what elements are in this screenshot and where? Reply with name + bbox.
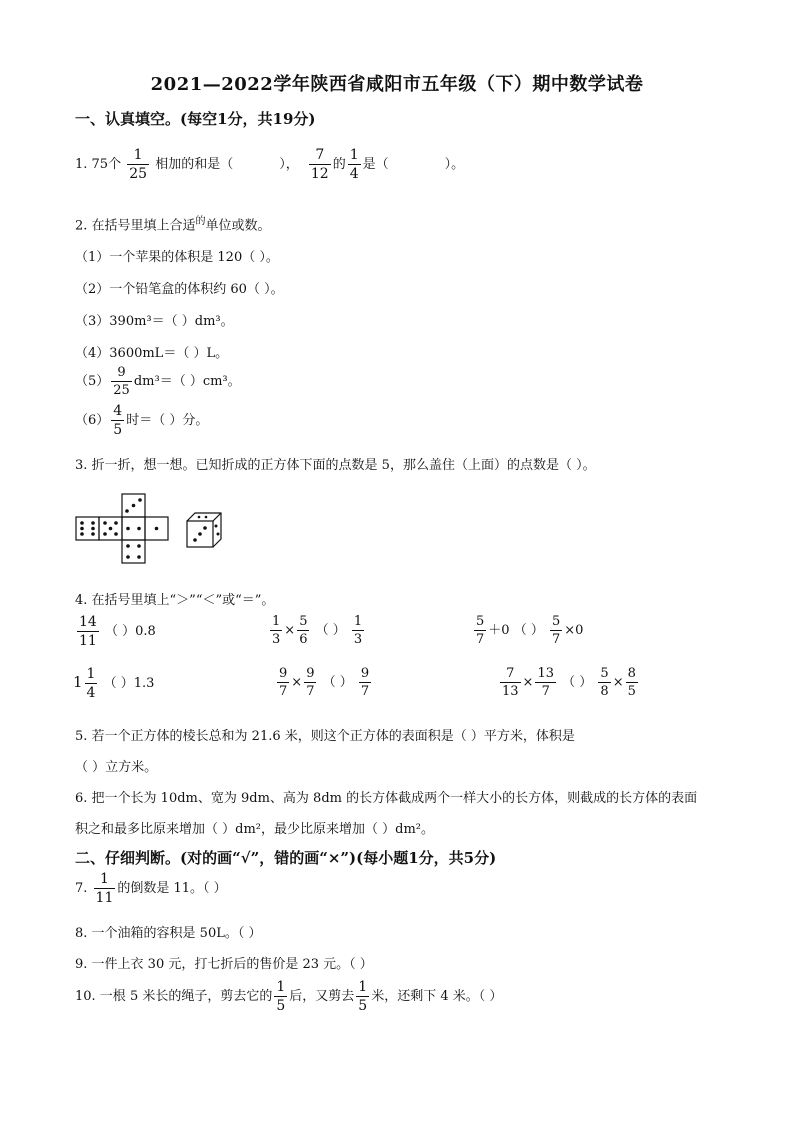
- operator: ×: [284, 623, 296, 638]
- fraction: $\frac{1}{4}$: [349, 147, 359, 182]
- dice-net-figure: [75, 493, 235, 568]
- section2-heading: 二、仔细判断。(对的画“√”，错的画“×”)(每小题1分，共5分): [75, 849, 497, 867]
- q1-text-f: ）。: [444, 157, 465, 172]
- section1-heading: 一、认真填空。(每空1分，共19分): [75, 110, 316, 128]
- question-6-line1: 6. 把一个长为 10dm、宽为 9dm、高为 8dm 的长方体截成两个一样大小的长方体，则截成的长方体的表面: [75, 791, 698, 806]
- fraction: $\frac{5}{7}$: [551, 614, 561, 647]
- q2-6-text: 时＝（ ）分。: [126, 413, 209, 428]
- q1-text-a: 1. 75个: [75, 157, 122, 172]
- question-2-1: （1）一个苹果的体积是 120（ ）。: [75, 250, 279, 265]
- q4-row2-col1: [73, 667, 154, 700]
- fraction: $\frac{1}{4}$: [86, 666, 96, 701]
- fraction: $\frac{13}{7}$: [537, 666, 554, 699]
- question-9: 9. 一件上衣 30 元，打七折后的售价是 23 元。（ ）: [75, 957, 373, 972]
- q10-text-a: 10. 一根 5 米长的绳子，剪去它的: [75, 989, 273, 1004]
- q4-row1-col3: [472, 615, 583, 646]
- fraction: $\frac{9}{7}$: [306, 666, 315, 699]
- fraction: $\frac{9}{7}$: [279, 666, 288, 699]
- fraction: $\frac{14}{11}$: [79, 614, 97, 649]
- q4-row2-col3: [498, 667, 640, 698]
- fraction: $\frac{1}{3}$: [353, 614, 363, 647]
- fraction: $\frac{1}{25}$: [129, 147, 148, 182]
- q4-row2-col2: [275, 667, 373, 698]
- question-6-line2: 积之和最多比原来增加（ ）dm²，最少比原来增加（ ）dm²。: [75, 822, 434, 837]
- question-2-3: （3）390m³＝（ ）dm³。: [75, 314, 234, 329]
- operator: ＋0: [488, 623, 510, 638]
- q2-sup: 的: [195, 216, 206, 227]
- fraction: $\frac{4}{5}$: [113, 403, 123, 438]
- question-2-4: （4）3600mL＝（ ）L。: [75, 346, 229, 361]
- compare-text: （ ）1.3: [103, 676, 155, 691]
- question-7: [75, 872, 227, 905]
- q10-text-c: 米，还剩下 4 米。（ ）: [371, 989, 503, 1004]
- fraction: $\frac{8}{5}$: [627, 666, 636, 699]
- operator: ×: [522, 675, 534, 690]
- q2-5-label: （5）: [75, 374, 110, 389]
- question-10: [75, 980, 502, 1013]
- question-5-line1: 5. 若一个正方体的棱长总和为 21.6 米，则这个正方体的表面积是（ ）平方米，体积是: [75, 729, 575, 744]
- q1-text-c: ），: [279, 157, 299, 172]
- q2-5-text: dm³＝（ ）cm³。: [133, 374, 241, 389]
- compare-text: （ ）: [513, 623, 544, 638]
- question-4: 4. 在括号里填上“＞”“＜”或“＝”。: [75, 593, 275, 608]
- question-2-5: [75, 366, 241, 397]
- compare-text: （ ）: [562, 675, 593, 690]
- fraction: $\frac{1}{5}$: [276, 979, 286, 1014]
- q4-row1-col1: [75, 615, 156, 648]
- operator: ×0: [564, 623, 584, 638]
- fraction: $\frac{7}{13}$: [502, 666, 519, 699]
- q1-text-e: 是（: [362, 157, 389, 172]
- q2-6-label: （6）: [75, 413, 110, 428]
- fraction: $\frac{9}{25}$: [113, 365, 130, 398]
- q7-text: 的倒数是 11。（ ）: [117, 881, 227, 896]
- question-3: 3. 折一折，想一想。已知折成的正方体下面的点数是 5，那么盖住（上面）的点数是（ ）。: [75, 458, 596, 473]
- fraction: $\frac{7}{12}$: [310, 147, 329, 182]
- operator: ×: [291, 675, 303, 690]
- q10-text-b: 后，又剪去: [289, 989, 355, 1004]
- q4-row1-col2: [268, 615, 366, 646]
- q2-text-a: 2. 在括号里填上合适: [75, 218, 196, 234]
- fraction: $\frac{1}{11}$: [95, 871, 114, 906]
- q2-text-b: 单位或数。: [205, 218, 271, 234]
- operator: ×: [612, 675, 624, 690]
- fraction: $\frac{5}{8}$: [600, 666, 609, 699]
- question-2-6: [75, 404, 208, 437]
- fraction: $\frac{9}{7}$: [360, 666, 370, 699]
- fraction: $\frac{5}{7}$: [476, 614, 485, 647]
- fraction: $\frac{5}{6}$: [299, 614, 308, 647]
- page-title: 2021—2022学年陕西省咸阳市五年级（下）期中数学试卷: [150, 74, 644, 95]
- fraction: $\frac{1}{5}$: [358, 979, 368, 1014]
- question-2: [75, 212, 271, 233]
- whole-number: 1: [73, 673, 83, 691]
- question-8: 8. 一个油箱的容积是 50L。（ ）: [75, 926, 262, 941]
- compare-text: （ ）0.8: [104, 624, 156, 639]
- compare-text: （ ）: [315, 623, 346, 638]
- q1-text-d: 的: [332, 157, 346, 172]
- q1-text-b: 相加的和是（: [155, 157, 234, 172]
- q7-number: 7.: [75, 881, 88, 896]
- question-2-2: （2）一个铅笔盒的体积约 60（ ）。: [75, 282, 284, 297]
- question-1: [75, 148, 464, 181]
- question-5-line2: （ ）立方米。: [75, 760, 158, 775]
- fraction: $\frac{1}{3}$: [272, 614, 281, 647]
- compare-text: （ ）: [322, 675, 353, 690]
